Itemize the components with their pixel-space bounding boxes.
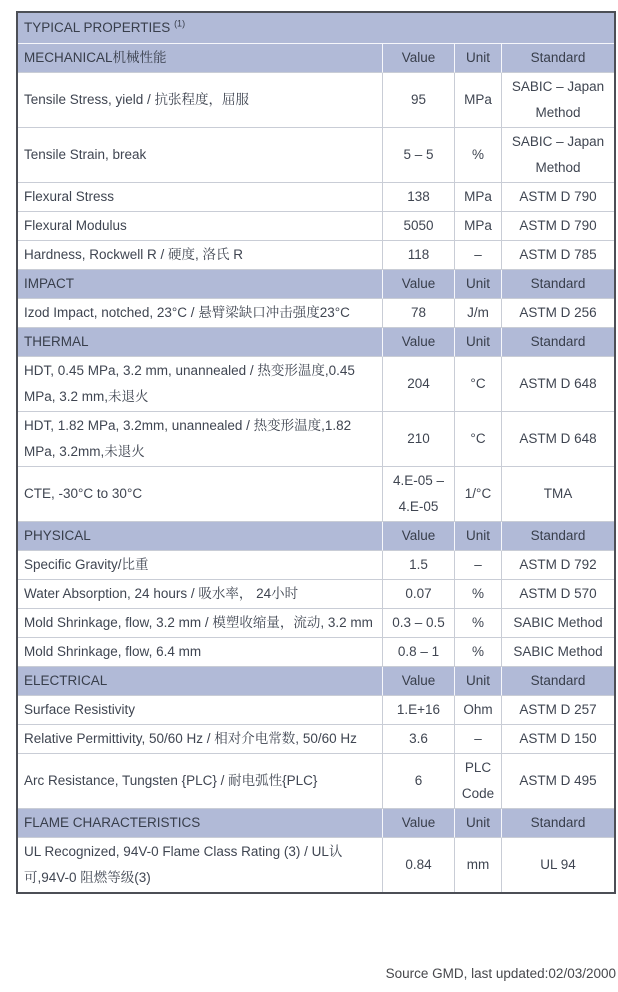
column-header-standard: Standard xyxy=(502,667,614,696)
property-value-cell: 78 xyxy=(383,299,455,328)
property-unit-cell: MPa xyxy=(455,183,502,212)
property-standard-cell: ASTM D 648 xyxy=(502,412,614,467)
column-header-unit: Unit xyxy=(455,44,502,73)
property-value-cell: 1.E+16 xyxy=(383,696,455,725)
property-name-cell: CTE, -30°C to 30°C xyxy=(18,467,383,522)
column-header-standard: Standard xyxy=(502,522,614,551)
property-unit-cell: % xyxy=(455,609,502,638)
property-standard-cell: SABIC – Japan Method xyxy=(502,73,614,128)
property-unit-cell: mm xyxy=(455,838,502,892)
property-row xyxy=(18,467,614,522)
property-value-cell: 3.6 xyxy=(383,725,455,754)
section-header-row xyxy=(18,809,614,838)
property-name-cell: Arc Resistance, Tungsten {PLC} / 耐电弧性{PLC} xyxy=(18,754,383,809)
property-unit-cell: J/m xyxy=(455,299,502,328)
property-value-cell: 5050 xyxy=(383,212,455,241)
column-header-value: Value xyxy=(383,522,455,551)
property-standard-cell: UL 94 xyxy=(502,838,614,892)
property-name-cell: Water Absorption, 24 hours / 吸水率， 24小时 xyxy=(18,580,383,609)
column-header-value: Value xyxy=(383,667,455,696)
property-name-cell: HDT, 0.45 MPa, 3.2 mm, unannealed / 热变形温度,0.45 MPa, 3.2 mm,未退火 xyxy=(18,357,383,412)
section-title: FLAME CHARACTERISTICS xyxy=(18,809,383,838)
properties-table-body xyxy=(18,13,614,892)
property-unit-cell: MPa xyxy=(455,212,502,241)
property-value-cell: 6 xyxy=(383,754,455,809)
table-title: TYPICAL PROPERTIES xyxy=(24,20,171,35)
property-name-cell: HDT, 1.82 MPa, 3.2mm, unannealed / 热变形温度,1.82 MPa, 3.2mm,未退火 xyxy=(18,412,383,467)
column-header-unit: Unit xyxy=(455,809,502,838)
section-header-row xyxy=(18,270,614,299)
property-standard-cell: ASTM D 790 xyxy=(502,183,614,212)
section-header-row xyxy=(18,522,614,551)
property-row xyxy=(18,838,614,892)
property-standard-cell: ASTM D 785 xyxy=(502,241,614,270)
property-value-cell: 0.84 xyxy=(383,838,455,892)
property-unit-cell: Ohm xyxy=(455,696,502,725)
property-name-cell: Izod Impact, notched, 23°C / 悬臂梁缺口冲击强度23°C xyxy=(18,299,383,328)
property-unit-cell: % xyxy=(455,128,502,183)
section-header-row xyxy=(18,44,614,73)
property-row xyxy=(18,183,614,212)
property-name-cell: Tensile Stress, yield / 抗张程度，屈服 xyxy=(18,73,383,128)
property-standard-cell: SABIC – Japan Method xyxy=(502,128,614,183)
section-title: THERMAL xyxy=(18,328,383,357)
column-header-value: Value xyxy=(383,270,455,299)
property-unit-cell: °C xyxy=(455,357,502,412)
property-unit-cell: – xyxy=(455,241,502,270)
property-row xyxy=(18,128,614,183)
property-unit-cell: PLC Code xyxy=(455,754,502,809)
property-value-cell: 5 – 5 xyxy=(383,128,455,183)
property-row xyxy=(18,412,614,467)
property-row xyxy=(18,696,614,725)
property-name-cell: Surface Resistivity xyxy=(18,696,383,725)
property-row xyxy=(18,638,614,667)
property-standard-cell: TMA xyxy=(502,467,614,522)
properties-table xyxy=(18,13,614,892)
property-unit-cell: 1/°C xyxy=(455,467,502,522)
section-title: IMPACT xyxy=(18,270,383,299)
property-standard-cell: ASTM D 257 xyxy=(502,696,614,725)
property-value-cell: 210 xyxy=(383,412,455,467)
property-standard-cell: ASTM D 792 xyxy=(502,551,614,580)
column-header-standard: Standard xyxy=(502,328,614,357)
property-unit-cell: – xyxy=(455,725,502,754)
property-standard-cell: ASTM D 648 xyxy=(502,357,614,412)
property-standard-cell: ASTM D 570 xyxy=(502,580,614,609)
property-unit-cell: % xyxy=(455,638,502,667)
property-value-cell: 0.3 – 0.5 xyxy=(383,609,455,638)
section-title: PHYSICAL xyxy=(18,522,383,551)
column-header-value: Value xyxy=(383,809,455,838)
property-row xyxy=(18,299,614,328)
column-header-standard: Standard xyxy=(502,270,614,299)
property-standard-cell: ASTM D 256 xyxy=(502,299,614,328)
section-header-row xyxy=(18,667,614,696)
property-name-cell: UL Recognized, 94V-0 Flame Class Rating (3) / UL认可,94V-0 阻燃等级(3) xyxy=(18,838,383,892)
property-row xyxy=(18,551,614,580)
table-title-cell xyxy=(18,13,614,44)
property-row xyxy=(18,73,614,128)
column-header-standard: Standard xyxy=(502,809,614,838)
property-value-cell: 4.E-05 – 4.E-05 xyxy=(383,467,455,522)
property-name-cell: Specific Gravity/比重 xyxy=(18,551,383,580)
property-row xyxy=(18,357,614,412)
property-row xyxy=(18,580,614,609)
property-unit-cell: MPa xyxy=(455,73,502,128)
property-standard-cell: ASTM D 495 xyxy=(502,754,614,809)
property-name-cell: Tensile Strain, break xyxy=(18,128,383,183)
table-title-row xyxy=(18,13,614,44)
property-row xyxy=(18,609,614,638)
column-header-value: Value xyxy=(383,44,455,73)
property-name-cell: Mold Shrinkage, flow, 6.4 mm xyxy=(18,638,383,667)
property-value-cell: 0.07 xyxy=(383,580,455,609)
property-value-cell: 138 xyxy=(383,183,455,212)
property-value-cell: 95 xyxy=(383,73,455,128)
property-standard-cell: ASTM D 150 xyxy=(502,725,614,754)
typical-properties-table xyxy=(16,11,616,894)
column-header-value: Value xyxy=(383,328,455,357)
column-header-unit: Unit xyxy=(455,667,502,696)
property-name-cell: Hardness, Rockwell R / 硬度, 洛氏 R xyxy=(18,241,383,270)
property-value-cell: 204 xyxy=(383,357,455,412)
column-header-unit: Unit xyxy=(455,328,502,357)
column-header-unit: Unit xyxy=(455,270,502,299)
property-standard-cell: SABIC Method xyxy=(502,609,614,638)
property-name-cell: Flexural Modulus xyxy=(18,212,383,241)
property-unit-cell: – xyxy=(455,551,502,580)
property-row xyxy=(18,241,614,270)
property-name-cell: Mold Shrinkage, flow, 3.2 mm / 模塑收缩量，流动, 3.2 mm xyxy=(18,609,383,638)
property-standard-cell: SABIC Method xyxy=(502,638,614,667)
section-title: MECHANICAL机械性能 xyxy=(18,44,383,73)
section-title: ELECTRICAL xyxy=(18,667,383,696)
property-standard-cell: ASTM D 790 xyxy=(502,212,614,241)
column-header-standard: Standard xyxy=(502,44,614,73)
property-row xyxy=(18,212,614,241)
property-value-cell: 118 xyxy=(383,241,455,270)
property-row xyxy=(18,725,614,754)
section-header-row xyxy=(18,328,614,357)
property-value-cell: 1.5 xyxy=(383,551,455,580)
property-unit-cell: °C xyxy=(455,412,502,467)
property-name-cell: Relative Permittivity, 50/60 Hz / 相对介电常数, 50/60 Hz xyxy=(18,725,383,754)
property-name-cell: Flexural Stress xyxy=(18,183,383,212)
source-note: Source GMD, last updated:02/03/2000 xyxy=(385,966,616,981)
property-unit-cell: % xyxy=(455,580,502,609)
table-title-footnote-marker: (1) xyxy=(174,18,186,29)
column-header-unit: Unit xyxy=(455,522,502,551)
property-row xyxy=(18,754,614,809)
property-value-cell: 0.8 – 1 xyxy=(383,638,455,667)
